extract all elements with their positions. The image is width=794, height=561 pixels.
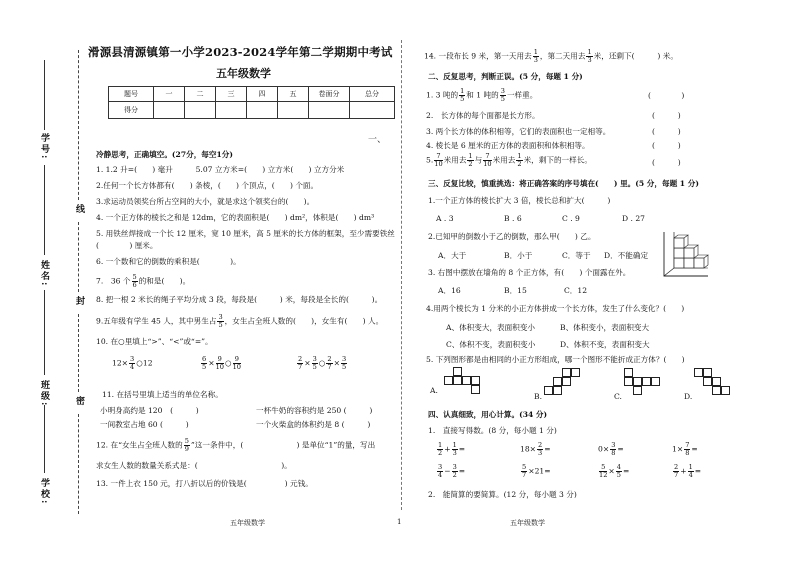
fraction bbox=[297, 356, 303, 371]
numerator: 7 bbox=[685, 441, 690, 449]
judge-2: 2. 长方体的每个面都是长方形。 bbox=[426, 111, 540, 120]
score-input-cell[interactable] bbox=[309, 102, 350, 119]
q10-expr-2 bbox=[200, 356, 242, 371]
equals: = bbox=[458, 444, 466, 454]
binding-dash-1 bbox=[78, 50, 79, 200]
denominator: 3 bbox=[587, 56, 592, 64]
net-c-figure bbox=[624, 368, 674, 408]
judge-text: 米用去 bbox=[492, 155, 516, 165]
label-banji: 班级: bbox=[39, 380, 49, 408]
question-1: 1. 1.2 升=( ) 毫升 5.07 立方米=( ) 立方米( ) 立方分米 bbox=[96, 165, 345, 174]
choice-2-option-a[interactable]: A．大于 bbox=[438, 251, 467, 260]
section1-number: 一、 bbox=[368, 135, 387, 145]
judge-3-answer[interactable]: ( ) bbox=[652, 127, 681, 136]
net-square bbox=[471, 376, 480, 385]
equals: = bbox=[691, 444, 698, 454]
fraction bbox=[201, 356, 207, 371]
numerator: 5 bbox=[132, 273, 137, 281]
binding-dash-2 bbox=[78, 222, 79, 292]
calc-part-2: 2. 能简算的要简算。(12 分，每小题 3 分) bbox=[428, 490, 577, 499]
numerator: 4 bbox=[616, 463, 621, 471]
denominator: 7 bbox=[522, 471, 527, 479]
numerator: 2 bbox=[674, 463, 679, 471]
equals: = bbox=[458, 466, 466, 476]
binding-feng: 封 bbox=[74, 296, 84, 307]
choice-3-option-c[interactable]: C．12 bbox=[564, 286, 588, 295]
denominator: 6 bbox=[132, 281, 137, 289]
net-square bbox=[544, 386, 553, 395]
operator: − bbox=[444, 466, 451, 476]
section2-heading: 二、反复思考，判断正误。(5 分，每题 1 分) bbox=[428, 72, 583, 81]
fraction bbox=[500, 88, 506, 103]
q12-text-pre: 12. 在“女生占全班人数的 bbox=[96, 440, 183, 450]
calc-text: 18× bbox=[520, 444, 537, 454]
operator: + bbox=[444, 444, 451, 454]
net-square bbox=[553, 377, 562, 386]
net-d-figure bbox=[694, 368, 734, 408]
numerator: 2 bbox=[298, 355, 303, 363]
net-square bbox=[703, 377, 712, 386]
fraction bbox=[467, 153, 473, 168]
q14-text: 米，还剩下( ) 米。 bbox=[593, 51, 678, 61]
question-5a: 5. 用铁丝焊接成一个长 12 厘米，宽 10 厘米，高 5 厘米的长方体的框架，至少需要铁丝 bbox=[96, 229, 395, 238]
net-square bbox=[624, 368, 633, 377]
numerator: 3 bbox=[312, 355, 317, 363]
operator: × bbox=[304, 358, 311, 368]
net-square bbox=[633, 386, 642, 395]
choice-4-option-c[interactable]: C、体积不变，表面积变小 bbox=[446, 340, 536, 349]
judge-3: 3. 两个长方体的体积相等，它们的表面积也一定相等。 bbox=[426, 127, 611, 136]
score-table-header-row bbox=[109, 87, 395, 102]
net-square bbox=[444, 376, 453, 385]
numerator: 1 bbox=[452, 441, 457, 449]
question-6: 6. 一个数和它的倒数的乘积是( )。 bbox=[96, 257, 241, 266]
denominator: 10 bbox=[232, 363, 241, 371]
denominator: 4 bbox=[688, 471, 693, 479]
net-square bbox=[703, 368, 712, 377]
q10-expr-3 bbox=[296, 356, 348, 371]
fraction bbox=[610, 442, 616, 457]
question-10: 10. 在○里填上“>”、“<”或“=”。 bbox=[96, 337, 213, 346]
choice-1-option-b[interactable]: B . 6 bbox=[504, 214, 522, 223]
footer-left: 五年级数学 bbox=[230, 519, 265, 527]
operator: × bbox=[608, 466, 615, 476]
q14-text: ，第二天用去 bbox=[539, 51, 586, 61]
net-square bbox=[562, 368, 571, 377]
denominator: 5 bbox=[202, 363, 207, 371]
q10-expr-1 bbox=[112, 356, 153, 371]
choice-5-option-c[interactable]: C. bbox=[614, 392, 622, 401]
operator: × bbox=[333, 358, 340, 368]
fraction bbox=[533, 49, 539, 64]
numerator: 5 bbox=[522, 463, 527, 471]
calc-7 bbox=[598, 464, 629, 479]
section3-heading: 三、反复比较，慎重挑选：将正确答案的序号填在( ) 里。(5 分，每题 1 分) bbox=[428, 179, 699, 188]
choice-4-option-b[interactable]: B、体积变小，表面积变大 bbox=[560, 323, 650, 332]
fraction bbox=[586, 49, 592, 64]
choice-1-option-a[interactable]: A . 3 bbox=[436, 214, 454, 223]
net-square bbox=[453, 376, 462, 385]
binding-dash-4 bbox=[78, 414, 79, 514]
fraction bbox=[437, 442, 443, 457]
fraction bbox=[673, 464, 679, 479]
denominator: 5 bbox=[616, 471, 621, 479]
section1-heading: 冷静思考，正确填空。(27分，每空1分) bbox=[96, 150, 233, 159]
binding-xian: 线 bbox=[74, 204, 84, 215]
numerator: 3 bbox=[342, 355, 347, 363]
choice-4-option-d[interactable]: D、体积不变，表面积变大 bbox=[560, 340, 650, 349]
label-xuexiao: 学校: bbox=[39, 478, 49, 506]
expr-text: 12× bbox=[112, 358, 129, 368]
numerator: 3 bbox=[130, 355, 135, 363]
score-table-score-row bbox=[109, 102, 395, 119]
judge-text: 一样重。 bbox=[506, 90, 538, 100]
denominator: 4 bbox=[438, 471, 443, 479]
equals: = bbox=[544, 444, 551, 454]
denominator: 8 bbox=[611, 449, 616, 457]
q14-text: 14. 一段布长 9 米，第一天用去 bbox=[424, 51, 532, 61]
footer-page-number: 1 bbox=[397, 518, 402, 526]
judge-5-answer[interactable]: ( ) bbox=[652, 158, 681, 167]
score-cell: 五 bbox=[278, 87, 309, 102]
numerator: 9 bbox=[233, 356, 241, 364]
denominator: 2 bbox=[438, 449, 443, 457]
calc-text: ×21= bbox=[528, 466, 551, 476]
q12-fraction bbox=[184, 438, 190, 453]
fraction bbox=[537, 442, 543, 457]
net-b-figure bbox=[544, 368, 594, 408]
denominator: 2 bbox=[452, 471, 457, 479]
numerator: 7 bbox=[434, 153, 442, 161]
choice-1: 1.一个正方体的棱长扩大 3 倍，棱长总和扩大( ) bbox=[428, 196, 611, 205]
net-square bbox=[651, 377, 660, 386]
fraction bbox=[483, 153, 491, 168]
label-xingming: 姓名: bbox=[39, 260, 49, 288]
denominator: 3 bbox=[538, 449, 543, 457]
footer-right: 五年级数学 bbox=[510, 519, 545, 527]
question-7 bbox=[96, 274, 190, 289]
score-table bbox=[108, 86, 395, 119]
choice-5-option-a[interactable]: A. bbox=[430, 386, 438, 395]
calc-text: 1× bbox=[672, 444, 684, 454]
question-11b: 一杯牛奶的容积约是 250 ( ) bbox=[256, 406, 373, 415]
score-input-cell[interactable] bbox=[247, 102, 278, 119]
net-square bbox=[571, 368, 580, 377]
xuehao-line bbox=[44, 60, 45, 130]
fraction bbox=[326, 356, 332, 371]
question-12 bbox=[96, 438, 375, 453]
denominator: 5 bbox=[312, 363, 317, 371]
question-11d: 一个火柴盒的体积约是 8 ( ) bbox=[256, 420, 371, 429]
choice-3-option-b[interactable]: B．15 bbox=[504, 286, 527, 295]
numerator: 1 bbox=[587, 48, 592, 56]
calc-1 bbox=[436, 442, 465, 457]
binding-dash-3 bbox=[78, 314, 79, 392]
score-cell: 卷面分 bbox=[309, 87, 350, 102]
compare-circle[interactable]: ○ bbox=[318, 358, 326, 368]
denominator: 2 bbox=[517, 160, 522, 168]
numerator: 3 bbox=[500, 87, 505, 95]
numerator: 6 bbox=[202, 355, 207, 363]
calc-4 bbox=[672, 442, 698, 457]
fraction bbox=[341, 356, 347, 371]
fraction bbox=[688, 464, 694, 479]
banji-line bbox=[44, 290, 45, 375]
score-cell: 三 bbox=[216, 87, 247, 102]
corner-cubes-figure bbox=[660, 230, 710, 282]
net-square bbox=[471, 385, 480, 394]
judge-4-answer[interactable]: ( ) bbox=[652, 141, 681, 150]
numerator: 1 bbox=[438, 441, 443, 449]
fraction bbox=[616, 464, 622, 479]
fraction bbox=[521, 464, 527, 479]
score-input-cell[interactable] bbox=[154, 102, 185, 119]
score-input-cell[interactable] bbox=[216, 102, 247, 119]
choice-2-option-c[interactable]: C．等于 bbox=[562, 251, 591, 260]
net-square bbox=[712, 386, 721, 395]
judge-text: 1. 3 吨的 bbox=[426, 90, 459, 100]
fraction bbox=[312, 356, 318, 371]
q9-fraction bbox=[217, 314, 223, 329]
column-divider bbox=[401, 40, 402, 510]
numerator: 5 bbox=[184, 437, 189, 445]
q10-e1-fraction bbox=[129, 356, 135, 371]
calc-text: 0× bbox=[598, 444, 610, 454]
numerator: 3 bbox=[452, 463, 457, 471]
denominator: 5 bbox=[342, 363, 347, 371]
denominator: 4 bbox=[130, 363, 135, 371]
operator: + bbox=[680, 466, 687, 476]
judge-text: 和 1 吨的 bbox=[466, 90, 499, 100]
denominator: 2 bbox=[468, 160, 473, 168]
fraction bbox=[233, 356, 241, 371]
net-square bbox=[624, 377, 633, 386]
denominator: 10 bbox=[483, 160, 492, 168]
choice-5-option-d[interactable]: D. bbox=[684, 392, 693, 401]
choice-5-option-b[interactable]: B. bbox=[534, 392, 542, 401]
score-cell: 题号 bbox=[109, 87, 154, 102]
fraction bbox=[434, 153, 442, 168]
score-cell: 二 bbox=[185, 87, 216, 102]
numerator: 1 bbox=[460, 87, 465, 95]
question-3: 3.求运动员领奖台所占空间的大小，就是求这个领奖台的( )。 bbox=[96, 197, 315, 206]
equals: = bbox=[617, 444, 624, 454]
section4-heading: 四、认真细致，用心计算。(34 分) bbox=[428, 410, 548, 419]
binding-mi: 密 bbox=[74, 396, 84, 407]
choice-3-option-a[interactable]: A．16 bbox=[438, 286, 461, 295]
judge-5 bbox=[426, 153, 592, 168]
score-cell: 四 bbox=[247, 87, 278, 102]
q7-fraction bbox=[132, 274, 138, 289]
choice-2: 2.已知甲的倒数小于乙的倒数，那么甲( ) 乙。 bbox=[428, 232, 596, 241]
fraction bbox=[684, 442, 690, 457]
question-2: 2.任何一个长方体都有( ) 条棱，( ) 个顶点，( ) 个面。 bbox=[96, 181, 319, 190]
net-square bbox=[453, 367, 462, 376]
compare-circle[interactable]: ○ bbox=[224, 358, 232, 368]
numerator: 1 bbox=[688, 463, 693, 471]
numerator: 7 bbox=[483, 153, 491, 161]
question-8: 8. 把一根 2 米长的绳子平均分成 3 段，每段是( ) 米，每段是全长的( )。 bbox=[96, 295, 383, 304]
denominator: 12 bbox=[599, 471, 608, 479]
numerator: 2 bbox=[538, 441, 543, 449]
calc-2 bbox=[520, 442, 551, 457]
denominator: 3 bbox=[533, 56, 538, 64]
choice-1-option-c[interactable]: C . 9 bbox=[562, 214, 580, 223]
question-14 bbox=[424, 49, 678, 64]
choice-3: 3. 右图中摆放在墙角的 8 个正方体，有( ) 个面露在外。 bbox=[428, 268, 631, 277]
judge-1-answer[interactable]: ( ) bbox=[648, 91, 685, 100]
net-square bbox=[462, 376, 471, 385]
question-13: 13. 一件上衣 150 元，打八折以后的价钱是( ) 元钱。 bbox=[96, 479, 313, 488]
choice-5: 5. 下列图形都是由相同的小正方形组成，哪一个图形不能折成正方体？( ) bbox=[426, 355, 685, 364]
q9-text-pre: 9.五年级有学生 45 人，其中男生占 bbox=[96, 316, 217, 326]
judge-1 bbox=[426, 88, 537, 103]
question-11c: 一间教室占地 60 ( ) bbox=[100, 420, 189, 429]
calc-6 bbox=[520, 464, 551, 479]
fraction bbox=[216, 356, 224, 371]
judge-text: 与 bbox=[474, 155, 483, 165]
choice-2-option-b[interactable]: B．小于 bbox=[504, 251, 533, 260]
question-12b: 求女生人数的数量关系式是：( )。 bbox=[96, 461, 292, 470]
q12-text-post: ”这一条件中，( ) 是单位“1”的量，写出 bbox=[190, 440, 376, 450]
fraction bbox=[452, 464, 458, 479]
numerator: 2 bbox=[327, 355, 332, 363]
numerator: 1 bbox=[533, 48, 538, 56]
exam-subtitle: 五年级数学 bbox=[216, 67, 271, 80]
denominator: 10 bbox=[215, 363, 224, 371]
net-square bbox=[562, 377, 571, 386]
choice-2-option-d[interactable]: D．不能确定 bbox=[604, 251, 649, 260]
question-11: 11. 在括号里填上适当的单位名称。 bbox=[102, 390, 223, 399]
net-square bbox=[712, 377, 721, 386]
denominator: 5 bbox=[500, 95, 505, 103]
calc-5 bbox=[436, 464, 465, 479]
numerator: 5 bbox=[599, 464, 607, 472]
calc-part-1: 1. 直接写得数。(8 分，每小题 1 分) bbox=[428, 426, 557, 435]
net-square bbox=[633, 377, 642, 386]
xingming-line bbox=[44, 165, 45, 255]
question-11a: 小明身高约是 120 ( ) bbox=[100, 406, 199, 415]
judge-4: 4. 棱长是 6 厘米的正方体的表面积和体积相等。 bbox=[426, 141, 590, 150]
calc-8 bbox=[672, 464, 701, 479]
judge-text: 米用去 bbox=[443, 155, 467, 165]
q9-text-post: ，女生占全班人数的( )，女生有( ) 人。 bbox=[224, 316, 384, 326]
fraction bbox=[459, 88, 465, 103]
net-square bbox=[694, 368, 703, 377]
q7-text-pre: 7. 36 个 bbox=[96, 276, 131, 286]
judge-text: 米，剩下的一样长。 bbox=[523, 155, 592, 165]
fraction bbox=[516, 153, 522, 168]
q7-text-post: 的和是( )。 bbox=[138, 276, 191, 286]
calc-3 bbox=[598, 442, 624, 457]
numerator: 3 bbox=[438, 463, 443, 471]
numerator: 1 bbox=[468, 152, 473, 160]
score-input-cell[interactable] bbox=[185, 102, 216, 119]
fraction bbox=[599, 464, 607, 479]
score-cell: 总分 bbox=[350, 87, 395, 102]
judge-text: 5. bbox=[426, 155, 434, 165]
denominator: 8 bbox=[685, 449, 690, 457]
denominator: 7 bbox=[327, 363, 332, 371]
judge-2-answer[interactable]: ( ) bbox=[652, 111, 681, 120]
denominator: 7 bbox=[674, 471, 679, 479]
expr-text: ○12 bbox=[136, 358, 153, 368]
net-a-figure bbox=[444, 367, 504, 407]
numerator: 9 bbox=[216, 356, 224, 364]
choice-4: 4.用两个棱长为 1 分米的小正方体拼成一个长方体，发生了什么变化？( ) bbox=[426, 304, 685, 313]
denominator: 7 bbox=[298, 363, 303, 371]
operator: × bbox=[208, 358, 215, 368]
numerator: 1 bbox=[517, 152, 522, 160]
equals: = bbox=[694, 466, 702, 476]
label-xuehao: 学号: bbox=[39, 133, 49, 161]
score-cell: 得分 bbox=[109, 102, 154, 119]
question-9 bbox=[96, 314, 383, 329]
score-cell: 一 bbox=[154, 87, 185, 102]
exam-title: 滑源县清源镇第一小学2023-2024学年第二学期期中考试 bbox=[88, 45, 393, 59]
net-square bbox=[553, 386, 562, 395]
numerator: 3 bbox=[218, 313, 223, 321]
denominator: 5 bbox=[218, 321, 223, 329]
score-input-cell[interactable] bbox=[350, 102, 395, 119]
choice-1-option-d[interactable]: D . 27 bbox=[622, 214, 645, 223]
equals: = bbox=[622, 466, 630, 476]
score-input-cell[interactable] bbox=[278, 102, 309, 119]
denominator: 5 bbox=[460, 95, 465, 103]
fraction bbox=[437, 464, 443, 479]
numerator: 3 bbox=[611, 441, 616, 449]
xuexiao-line bbox=[44, 405, 45, 473]
denominator: 9 bbox=[184, 445, 189, 453]
net-square bbox=[721, 386, 730, 395]
question-4: 4. 一个正方体的棱长之和是 12dm，它的表面积是( ) dm²，体积是( ) dm³ bbox=[96, 213, 375, 222]
denominator: 10 bbox=[434, 160, 443, 168]
question-5b: ( ) 厘米。 bbox=[96, 241, 158, 250]
choice-4-option-a[interactable]: A、体积变大，表面积变小 bbox=[446, 323, 536, 332]
denominator: 3 bbox=[452, 449, 457, 457]
fraction bbox=[452, 442, 458, 457]
net-square bbox=[642, 377, 651, 386]
